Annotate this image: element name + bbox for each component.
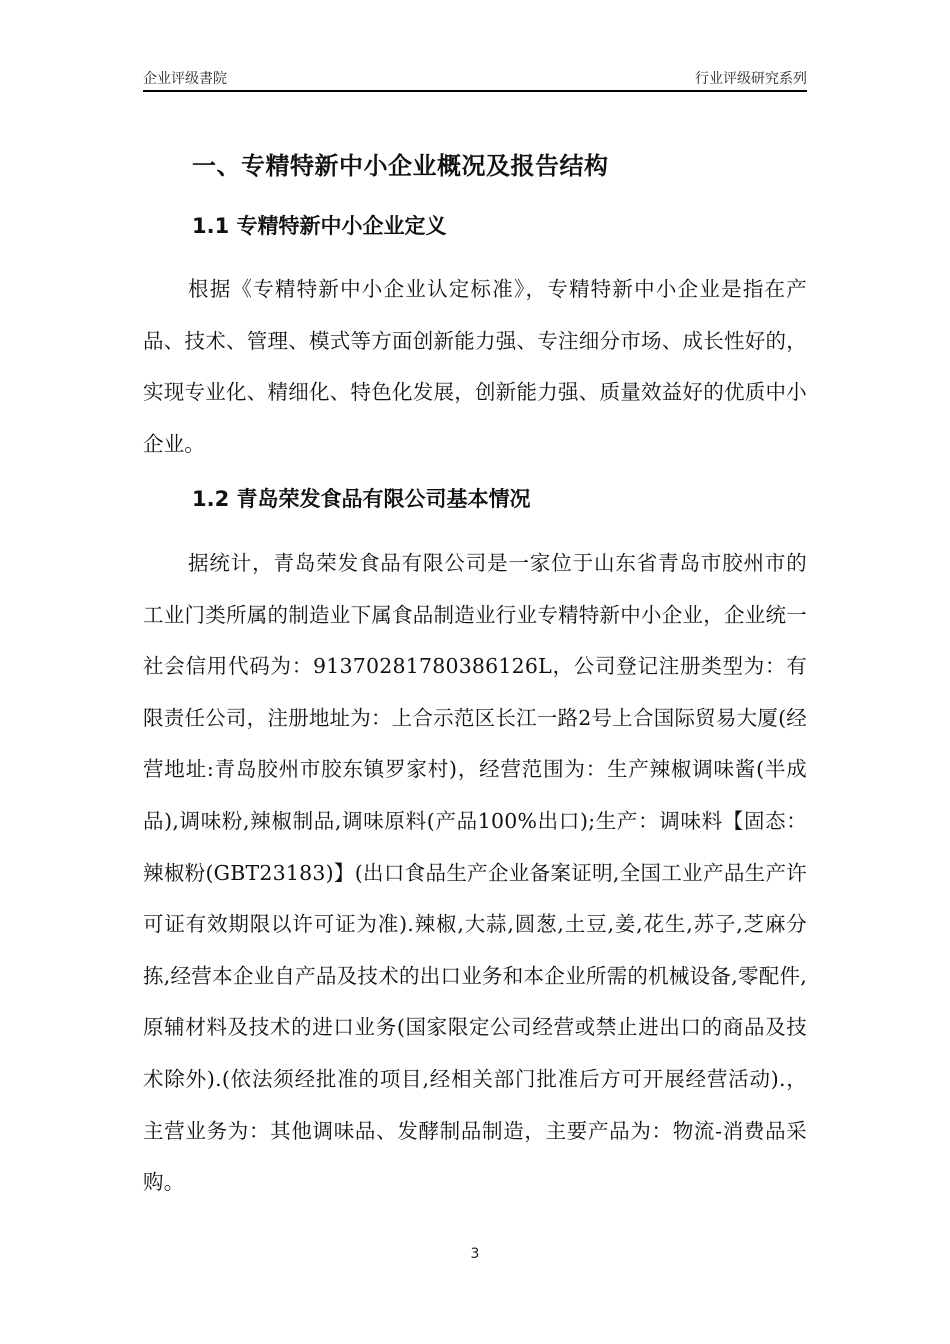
- subsection-title-company: 1.2 青岛荣发食品有限公司基本情况: [192, 487, 531, 511]
- section-title: 一、专精特新中小企业概况及报告结构: [192, 152, 609, 180]
- paragraph-company: 据统计，青岛荣发食品有限公司是一家位于山东省青岛市胶州市的工业门类所属的制造业下属食品制造业行业专精特新中小企业，企业统一社会信用代码为：91370281780386126L，公司登记注册类型为：有限责任公司，注册地址为：上合示范区长江一路2号上合国际贸易大厦(经营地址:青岛胶州市胶东镇罗家村)，经营范围为：生产辣椒调味酱(半成品),调味粉,辣椒制品,调味原料(产品100%出口);生产：调味料【固态：辣椒粉(GBT23183)】(出口食品生产企业备案证明,全国工业产品生产许可证有效期限以许可证为准).辣椒,大蒜,圆葱,土豆,姜,花生,苏子,芝麻分拣,经营本企业自产品及技术的出口业务和本企业所需的机械设备,零配件,原辅材料及技术的进口业务(国家限定公司经营或禁止进出口的商品及技术除外).(依法须经批准的项目,经相关部门批准后方可开展经营活动).，主营业务为：其他调味品、发酵制品制造，主要产品为：物流-消费品采购。: [143, 551, 807, 1195]
- header-series: 行业评级研究系列: [695, 71, 807, 87]
- header-publisher: 企业评级書院: [143, 71, 227, 87]
- subsection-title-definition: 1.1 专精特新中小企业定义: [192, 214, 447, 238]
- page-header: [143, 64, 807, 92]
- paragraph-definition: 根据《专精特新中小企业认定标准》，专精特新中小企业是指在产品、技术、管理、模式等方面创新能力强、专注细分市场、成长性好的，实现专业化、精细化、特色化发展，创新能力强、质量效益好的优质中小企业。: [143, 277, 807, 456]
- page-number: 3: [470, 1246, 480, 1262]
